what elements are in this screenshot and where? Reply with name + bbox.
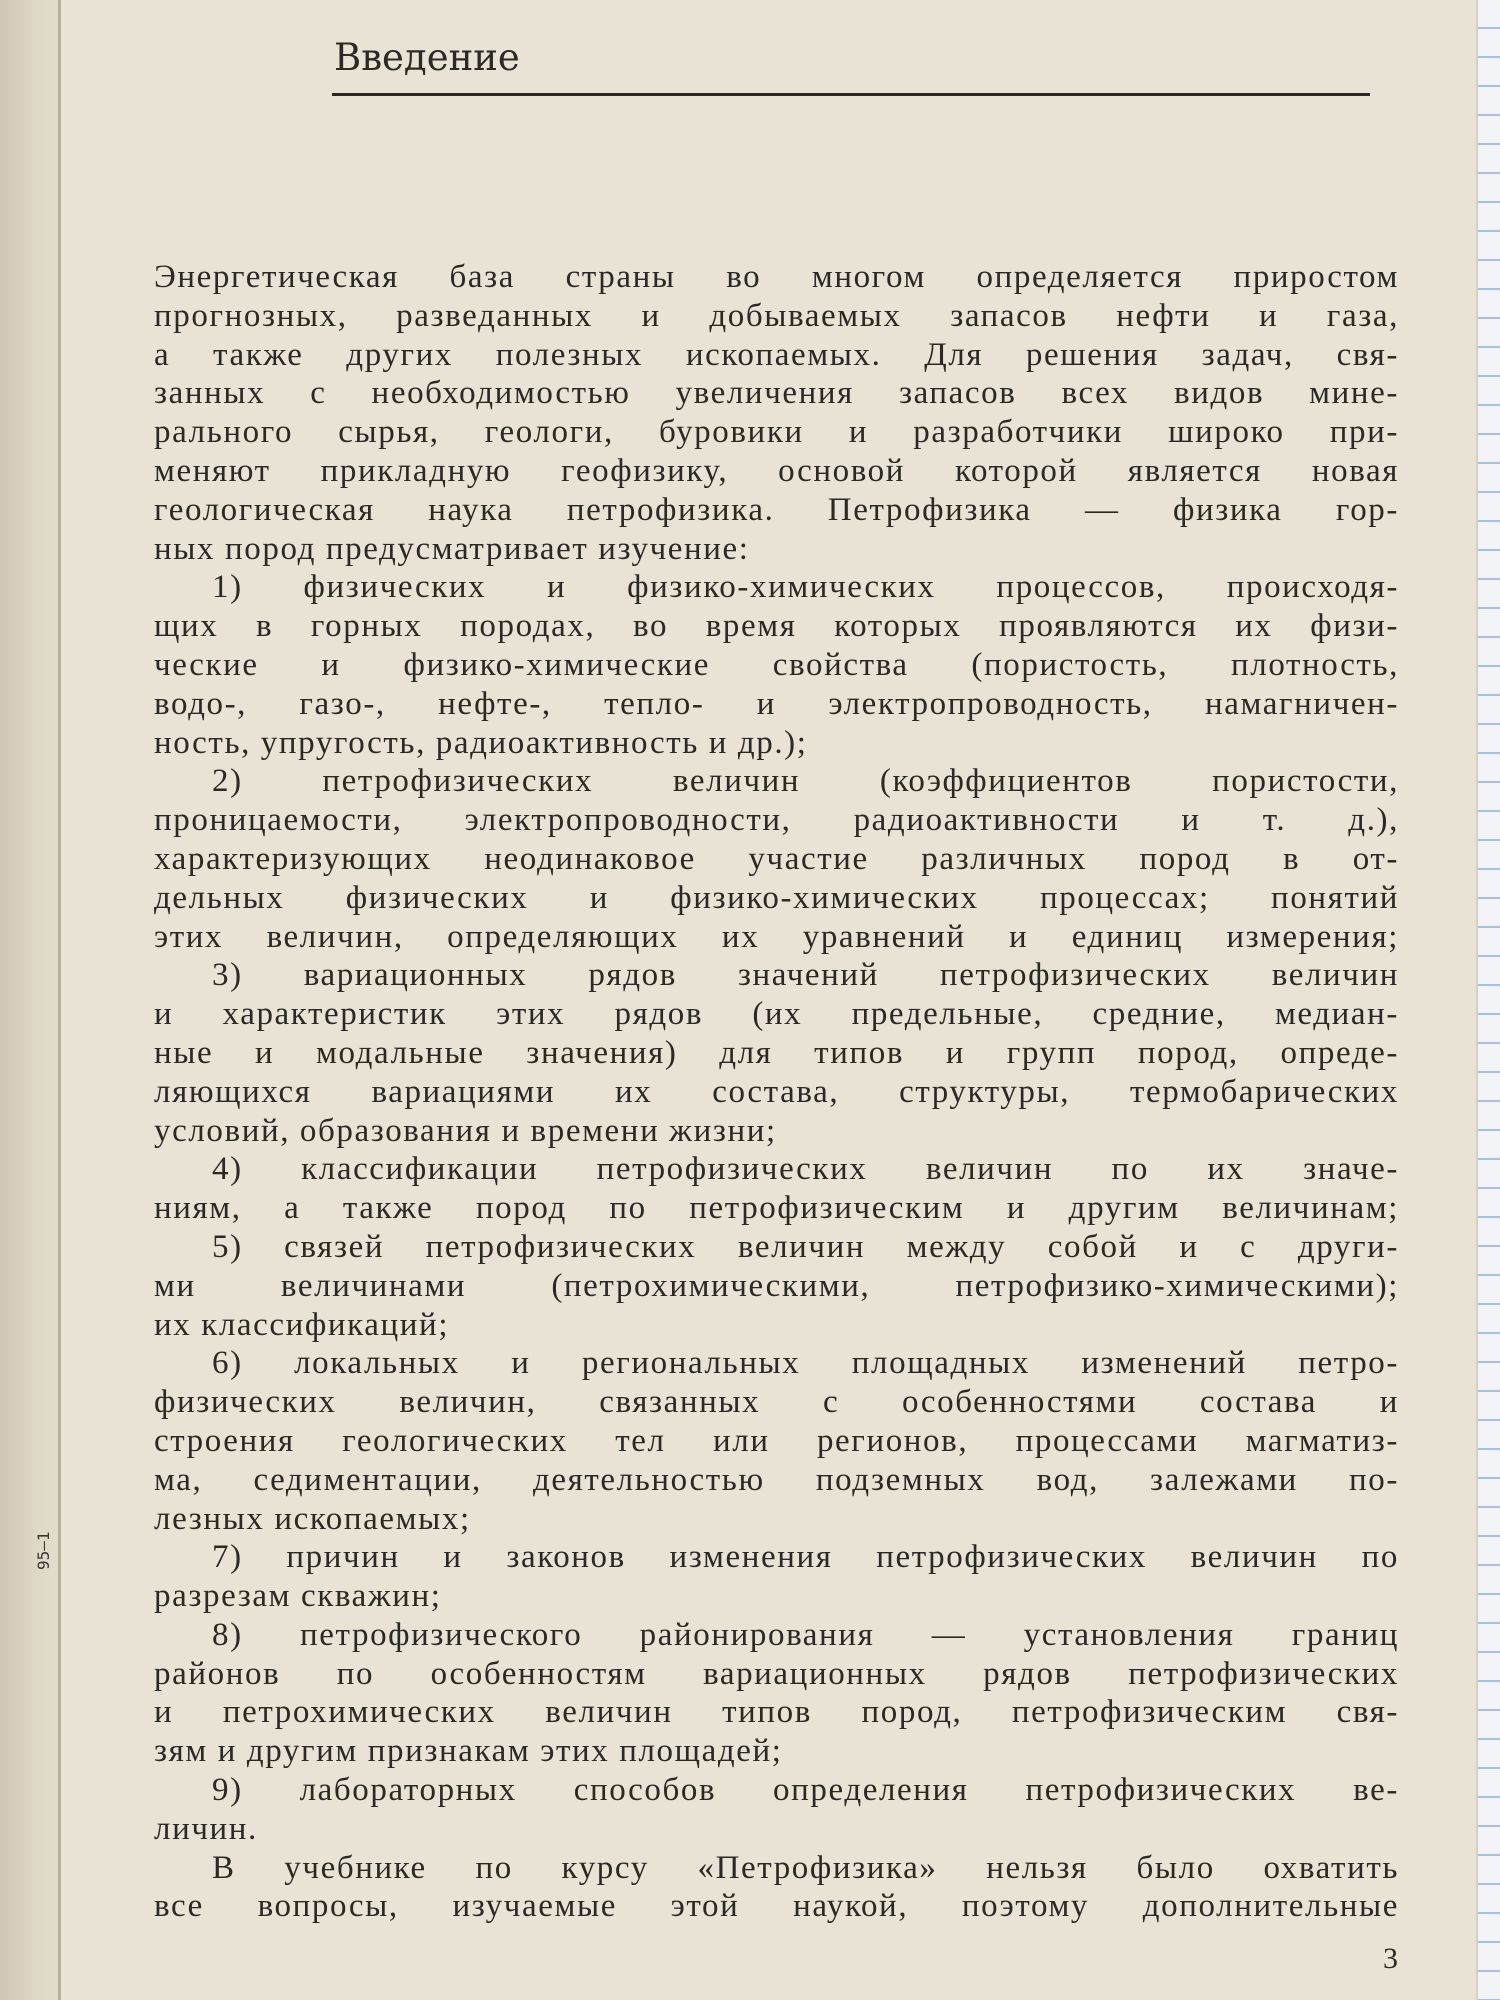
list-item-line: 9) лабораторных способов определения петрофизических ве- xyxy=(212,1772,1399,1809)
text-line: условий, образования и времени жизни; xyxy=(154,1112,777,1149)
text-line: районов по особенностям вариационных рядов петрофизических xyxy=(154,1655,1399,1692)
spine-mark: 95—1 xyxy=(34,1531,53,1570)
page-number: 3 xyxy=(1383,1942,1398,1975)
text-line: лезных ископаемых; xyxy=(154,1500,471,1537)
text-line: физических величин, связанных с особенностями состава и xyxy=(154,1384,1399,1421)
text-line: ниям, а также пород по петрофизическим и другим величинам; xyxy=(154,1190,1399,1227)
list-item-line: 5) связей петрофизических величин между собой и с други- xyxy=(212,1228,1399,1265)
text-line: разрезам скважин; xyxy=(154,1578,442,1615)
text-line: строения геологических тел или регионов, процессами магматиз- xyxy=(154,1422,1399,1459)
text-line: ные и модальные значения) для типов и групп пород, опреде- xyxy=(154,1034,1399,1071)
text-line: щих в горных породах, во время которых проявляются их физи- xyxy=(154,608,1399,645)
text-line: рального сырья, геологи, буровики и разработчики широко при- xyxy=(154,414,1399,451)
list-item-line: 4) классификации петрофизических величин по их значе- xyxy=(212,1151,1399,1188)
text-line: и петрохимических величин типов пород, петрофизическим свя- xyxy=(154,1694,1399,1731)
text-line: Энергетическая база страны во многом определяется приростом xyxy=(154,259,1399,295)
text-line: этих величин, определяющих их уравнений и единиц измерения; xyxy=(154,918,1399,955)
text-line: занных с необходимостью увеличения запасов всех видов мине- xyxy=(154,375,1399,412)
text-line: ляющихся вариациями их состава, структуры, термобарических xyxy=(154,1073,1399,1110)
text-line: характеризующих неодинаковое участие различных пород в от- xyxy=(154,840,1399,877)
text-line: водо-, газо-, нефте-, тепло- и электропроводность, намагничен- xyxy=(154,685,1399,722)
list-item-line: 7) причин и законов изменения петрофизических величин по xyxy=(212,1539,1399,1576)
text-line: все вопросы, изучаемые этой наукой, поэтому дополнительные xyxy=(154,1888,1399,1925)
heading-rule xyxy=(332,93,1370,96)
list-item-line: 3) вариационных рядов значений петрофизических величин xyxy=(212,957,1399,994)
text-line: проницаемости, электропроводности, радиоактивности и т. д.), xyxy=(154,802,1399,839)
text-line: ческие и физико-химические свойства (пористость, плотность, xyxy=(154,646,1399,683)
page-edge xyxy=(58,0,61,2000)
text-line: личин. xyxy=(154,1810,258,1847)
text-line: и характеристик этих рядов (их предельные, средние, медиан- xyxy=(154,996,1399,1033)
page-title: Введение xyxy=(334,36,520,79)
text-line: меняют прикладную геофизику, основой которой является новая xyxy=(154,452,1399,489)
lined-paper-edge xyxy=(1476,0,1500,2000)
text-line: ма, седиментации, деятельностью подземных вод, залежами по- xyxy=(154,1461,1399,1498)
paragraph-line: В учебнике по курсу «Петрофизика» нельзя было охватить xyxy=(212,1849,1399,1886)
book-page xyxy=(62,0,1476,2000)
list-item-line: 2) петрофизических величин (коэффициентов пористости, xyxy=(212,763,1399,800)
text-line: ми величинами (петрохимическими, петрофизико-химическими); xyxy=(154,1267,1399,1304)
text-line: прогнозных, разведанных и добываемых запасов нефти и газа, xyxy=(154,297,1399,334)
text-line: зям и другим признакам этих площадей; xyxy=(154,1733,783,1770)
text-line: ность, упругость, радиоактивность и др.); xyxy=(154,724,808,761)
book-gutter xyxy=(0,0,60,2000)
list-item-line: 1) физических и физико-химических процессов, происходя- xyxy=(212,569,1399,606)
list-item-line: 8) петрофизического районирования — установления границ xyxy=(212,1616,1399,1653)
list-item-line: 6) локальных и региональных площадных изменений петро- xyxy=(212,1345,1399,1382)
text-line: геологическая наука петрофизика. Петрофизика — физика гор- xyxy=(154,491,1399,528)
text-line: дельных физических и физико-химических процессах; понятий xyxy=(154,879,1399,916)
text-line: а также других полезных ископаемых. Для решения задач, свя- xyxy=(154,336,1399,373)
text-line: их классификаций; xyxy=(154,1306,450,1343)
body-text xyxy=(154,258,1399,1926)
text-line: ных пород предусматривает изучение: xyxy=(154,530,750,567)
